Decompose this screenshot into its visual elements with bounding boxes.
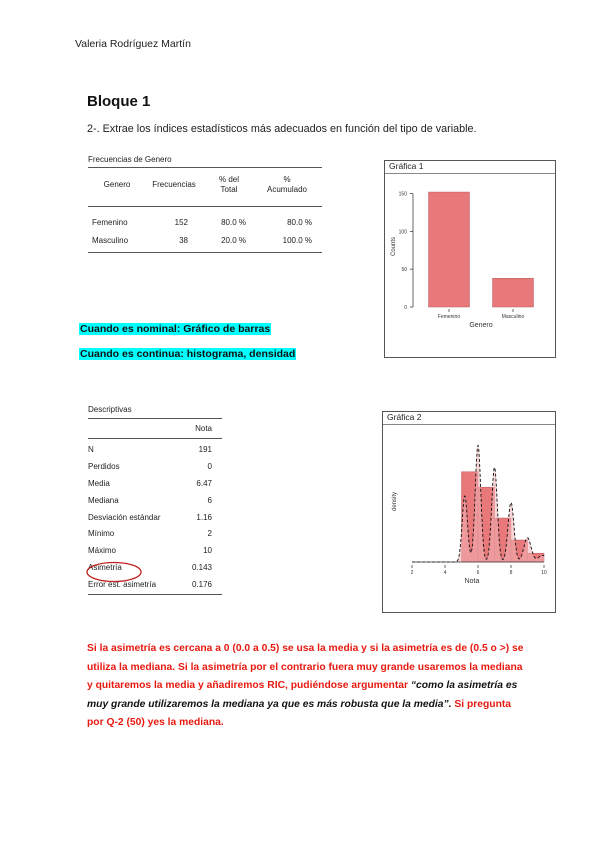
descriptive-label: Desviación estándar [88, 512, 161, 522]
highlight-continuous: Cuando es continua: histograma, densidad [80, 348, 296, 360]
descriptive-label: Asimetría [88, 563, 122, 573]
descriptive-value: 1.16 [196, 512, 212, 522]
table-row [88, 542, 222, 559]
x-axis-label: Nota [464, 578, 480, 585]
freq-table-title: Frecuencias de Genero [88, 155, 172, 164]
x-tick-label: Femenino [437, 314, 461, 320]
descriptive-value: 2 [207, 529, 212, 539]
chart-1-title: Gráfica 1 [389, 161, 424, 171]
freq-cell: 20.0 % [221, 235, 246, 245]
bar-masculino [493, 278, 534, 307]
freq-cell: Femenino [92, 217, 128, 227]
descriptives-title: Descriptivas [88, 405, 132, 414]
descriptive-label: Máximo [88, 546, 117, 556]
explanation-quote: “como la asimetría es muy grande utilizaremos la mediana ya que es más robusta que la media”. [87, 680, 518, 710]
descriptive-value: 0 [207, 461, 212, 471]
y-axis-label: Counts [391, 236, 397, 257]
table-row [88, 475, 222, 492]
descriptive-label: Mediana [88, 495, 119, 505]
y-tick-label: 150 [398, 191, 407, 198]
x-tick-label: 8 [509, 570, 513, 576]
descriptive-label: N [88, 444, 94, 454]
histogram-density-chart [383, 425, 555, 612]
freq-table [88, 167, 322, 253]
descriptive-value: 10 [203, 546, 212, 556]
chart-2-box [382, 411, 556, 613]
freq-cell: 100.0 % [282, 235, 312, 245]
descriptive-value: 191 [198, 444, 212, 454]
freq-cell: 80.0 % [287, 217, 312, 227]
highlight-nominal: Cuando es nominal: Gráfico de barras [80, 323, 271, 335]
asimetria-circle-annotation [84, 560, 144, 584]
x-tick-label: 10 [541, 570, 547, 576]
explanation-paragraph [87, 640, 527, 733]
chart-1-box [384, 160, 556, 358]
descriptive-value: 0.176 [191, 580, 212, 590]
section-heading: Bloque 1 [87, 93, 151, 110]
descriptives-column-header: Nota [195, 424, 212, 433]
y-axis-label: density [392, 491, 398, 512]
table-row [88, 458, 222, 475]
table-row [88, 509, 222, 526]
freq-header: % del Total [218, 175, 239, 194]
table-row [88, 525, 222, 542]
freq-header: Frecuencias [152, 180, 196, 189]
freq-cell: Masculino [92, 235, 129, 245]
descriptive-label: Mínimo [88, 529, 115, 539]
descriptive-label: Media [88, 478, 110, 488]
x-tick-label: 4 [443, 570, 447, 576]
x-axis-label: Genero [469, 322, 493, 329]
bar-femenino [429, 192, 470, 307]
freq-cell: 80.0 % [221, 217, 246, 227]
descriptive-label: Error est. asimetría [88, 580, 157, 590]
table-row [88, 231, 322, 249]
table-row [88, 213, 322, 231]
table-row [88, 441, 222, 458]
descriptive-value: 6 [207, 495, 212, 505]
instruction-text: 2-. Extrae los índices estadísticos más adecuados en función del tipo de variable. [87, 123, 477, 135]
freq-cell: 38 [179, 235, 188, 245]
x-tick-label: 2 [410, 570, 414, 576]
table-row [88, 492, 222, 509]
descriptive-value: 0.143 [191, 563, 212, 573]
explanation-part1: Si la asimetría es cercana a 0 (0.0 a 0.5) se usa la media y si la asimetría es de (0.5 o >) se utiliza la mediana. Si la asimetría por el contrario fuera muy grande usaremos la mediana y quitaremos la media y añadiremos RIC, pudiéndose argumentar [87, 643, 524, 691]
bar-chart-gender [385, 174, 555, 357]
freq-header: Genero [103, 180, 131, 189]
y-tick-label: 100 [398, 229, 407, 236]
y-tick-label: 0 [404, 305, 407, 311]
y-tick-label: 50 [401, 267, 407, 274]
descriptive-value: 6.47 [196, 478, 212, 488]
author-name: Valeria Rodríguez Martín [75, 38, 191, 50]
freq-header: % Acumulado [266, 175, 308, 194]
descriptive-label: Perdidos [88, 461, 120, 471]
x-tick-label: 6 [476, 570, 480, 576]
explanation-part2: Si pregunta por Q-2 (50) yes la mediana. [87, 698, 512, 728]
x-tick-label: Masculino [501, 314, 525, 320]
chart-2-title: Gráfica 2 [387, 412, 422, 422]
freq-cell: 152 [174, 217, 188, 227]
